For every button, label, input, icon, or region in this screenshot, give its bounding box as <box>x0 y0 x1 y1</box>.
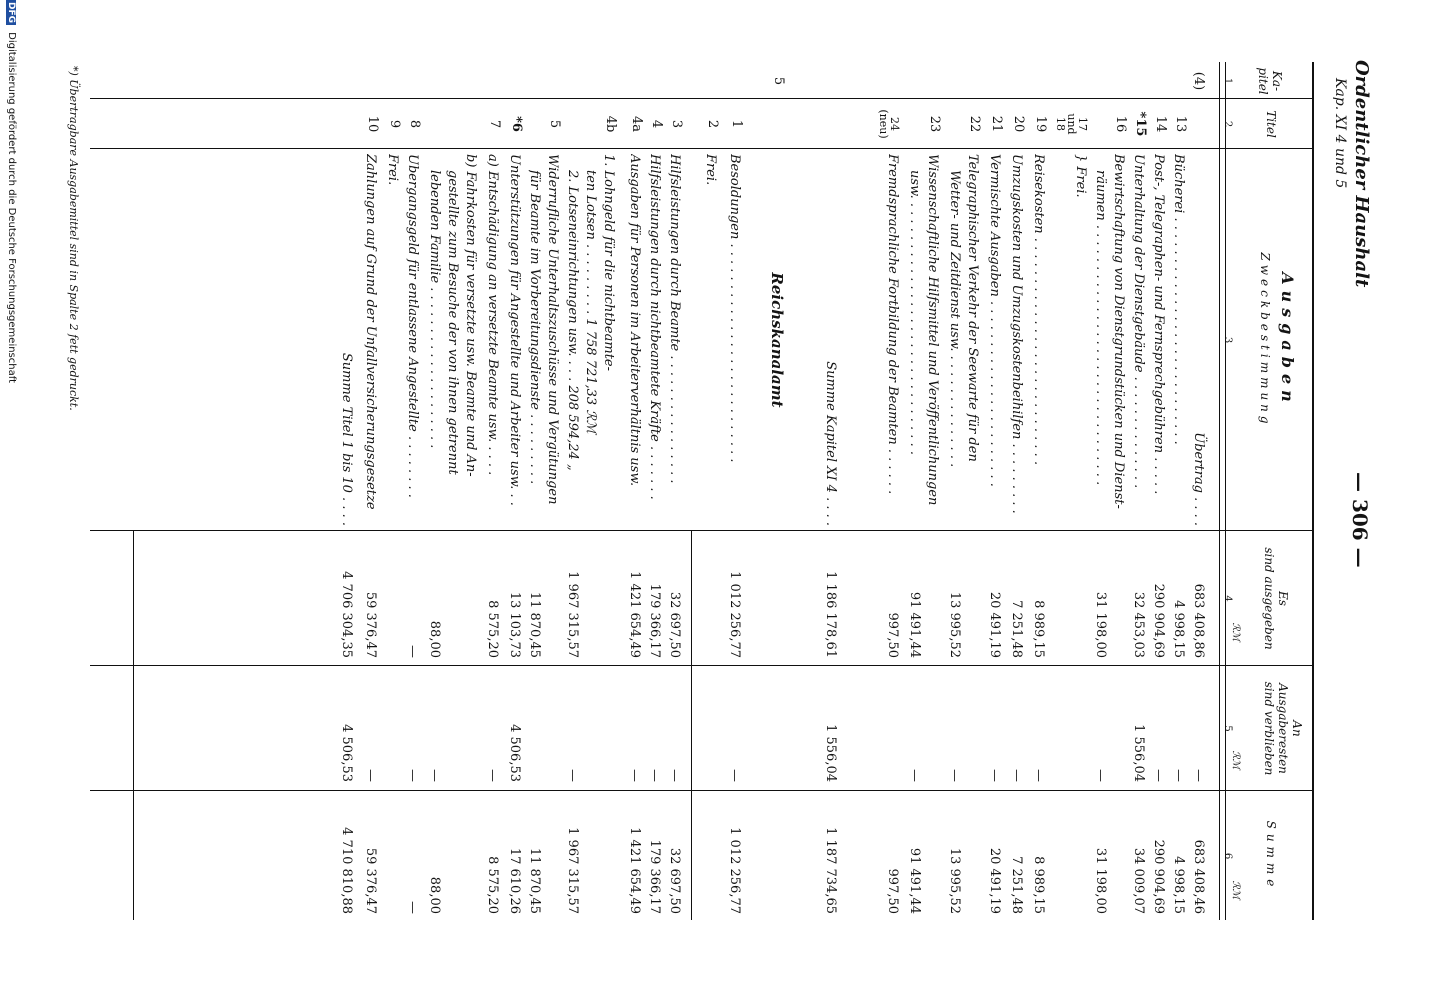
row-titel: 4 <box>649 119 664 129</box>
row-verblieben: — <box>987 769 1002 782</box>
col-divider-5 <box>90 790 1314 791</box>
row-description: Frei. <box>703 154 718 186</box>
row-verblieben: — <box>1171 769 1186 782</box>
row-verblieben: — <box>1093 769 1108 782</box>
row-verblieben: — <box>427 769 442 782</box>
row-summe: 1 012 256,77 <box>727 827 742 914</box>
row-ausgegeben: 4 706 304,35 <box>339 571 354 658</box>
colnum-4: 4 <box>1222 595 1233 602</box>
row-verblieben: — <box>565 769 580 782</box>
row-titel: 17 und 18 <box>1054 113 1089 135</box>
row-titel: 20 <box>1011 115 1026 133</box>
row-summe: 683 408,46 <box>1191 839 1206 914</box>
row-ausgegeben: 179 366,17 <box>647 583 662 658</box>
digitization-credit <box>0 0 20 1000</box>
row-titel: 24 (neu) <box>877 109 901 139</box>
row-summe: — <box>405 901 420 914</box>
row-titel: 7 <box>487 119 502 129</box>
row-ausgegeben: 31 198,00 <box>1093 591 1108 658</box>
row-summe: 1 421 654,49 <box>627 827 642 914</box>
footnote: *) Übertragbare Ausgabemittel sind in Spalte 2 fett gedruckt. <box>67 66 80 411</box>
row-ausgegeben: 20 491,19 <box>987 591 1002 658</box>
row-summe: 17 610,26 <box>507 847 522 914</box>
row-description-cont: räumen . . . . . . . . . . . . . . . . . . . . . . . . . . . . . . . . <box>1093 170 1108 486</box>
row-summe: 179 366,17 <box>647 839 662 914</box>
row-description: Unterstützungen für Angestellte und Arbeiter usw. . . <box>507 154 522 506</box>
col-header-titel: Titel <box>1264 110 1278 138</box>
row-ausgegeben: 13 995,52 <box>947 591 962 658</box>
row-ausgegeben: 7 251,48 <box>1009 600 1024 658</box>
dfg-logo: DFG <box>6 2 16 24</box>
row-summe: 8 989,15 <box>1031 856 1046 914</box>
row-description: a) Entschädigung an versetzte Beamte usw. . . . . <box>485 154 500 476</box>
row-verblieben: — <box>405 769 420 782</box>
row-summe: 59 376,47 <box>363 847 378 914</box>
colnum-1: 1 <box>1222 77 1233 85</box>
row-ausgegeben: 32 697,50 <box>667 591 682 658</box>
row-description: } Frei. <box>1073 154 1088 198</box>
row-ausgegeben: 1 186 178,61 <box>823 571 838 658</box>
row-description: Ausgaben für Personen im Arbeiterverhältnis usw. <box>627 154 642 487</box>
row-ausgegeben: 290 904,69 <box>1151 583 1166 658</box>
col-divider-1 <box>90 98 1314 99</box>
row-ausgegeben: 32 453,03 <box>1131 591 1146 658</box>
row-description-cont: lebenden Familie . . . . . . . . . . . . . . . . . . . . <box>427 170 442 449</box>
row-verblieben: — <box>1009 769 1024 782</box>
row-description: Unterhaltung der Dienstgebäude . . . . . . . . . . . . . . <box>1131 154 1146 489</box>
row-summe: 4 710 810,88 <box>339 827 354 914</box>
row-titel: 3 <box>669 119 684 129</box>
row-titel: 1 <box>729 119 744 129</box>
row-description-cont: für Beamte im Vorbereitungsdienste . . . . . . . . . <box>527 170 542 485</box>
row-description: Umzugskosten und Umzugskostenbeihilfen . . . . . . . . . <box>1009 154 1024 514</box>
col-divider-3 <box>90 530 1314 531</box>
col-header-kapitel: Ka- pitel <box>1256 67 1284 95</box>
row-description: Reisekosten . . . . . . . . . . . . . . . . . . . . . . . . . . . . <box>1031 154 1046 466</box>
row-description: Telegraphischer Verkehr der Seewarte für den <box>965 154 980 462</box>
row-sum-label: Summe Titel 1 bis 10 . . . . <box>339 352 354 526</box>
row-summe: 997,50 <box>885 868 900 914</box>
row-titel: 9 <box>387 119 402 129</box>
row-summe: 8 575,20 <box>485 856 500 914</box>
unit-col6: ℛℳ <box>1230 880 1241 900</box>
subtotal-rule-kap5 <box>133 530 134 920</box>
row-ausgegeben: 8 989,15 <box>1031 600 1046 658</box>
row-verblieben: 4 506,53 <box>339 724 354 782</box>
row-description: Hilfsleistungen durch nichtbeamtete Kräfte . . . . . . . <box>647 154 662 500</box>
row-ausgegeben: 1 012 256,77 <box>727 571 742 658</box>
colnum-2: 2 <box>1222 120 1233 128</box>
row-titel: 19 <box>1033 115 1048 133</box>
header-title: Ordentlicher Haushalt <box>1351 60 1372 288</box>
col-divider-2 <box>90 148 1314 149</box>
row-description-cont: 2. Lotseneinrichtungen usw. . . . 208 594,24 „ <box>565 170 580 471</box>
header-subtitle: Kap. XI 4 und 5 <box>1332 78 1348 189</box>
row-description: Vermischte Ausgaben . . . . . . . . . . . . . . . . . . . . . . . <box>987 154 1002 487</box>
col-header-zweck: Zweckbestimmung <box>1258 252 1272 428</box>
row-ausgegeben: 11 870,45 <box>527 591 542 658</box>
unit-col4: ℛℳ <box>1230 622 1241 642</box>
colnum-5: 5 <box>1222 725 1233 732</box>
row-verblieben: 4 506,53 <box>507 724 522 782</box>
row-summe: 290 904,69 <box>1151 839 1166 914</box>
row-ausgegeben: 1 967 315,57 <box>565 571 580 658</box>
row-titel: 14 <box>1153 115 1168 133</box>
row-summe: 91 491,44 <box>907 847 922 914</box>
row-summe: 11 870,45 <box>527 847 542 914</box>
row-titel: 13 <box>1173 115 1188 133</box>
row-sum-label: Übertrag . . . . <box>1191 432 1206 526</box>
row-titel: 2 <box>705 119 720 129</box>
row-summe: 88,00 <box>427 876 442 914</box>
row-summe: 20 491,19 <box>987 847 1002 914</box>
row-ausgegeben: 8 575,20 <box>485 600 500 658</box>
row-summe: 1 967 315,57 <box>565 827 580 914</box>
colnum-6: 6 <box>1222 852 1233 860</box>
row-verblieben: — <box>667 769 682 782</box>
row-description: Wissenschaftliche Hilfsmittel und Veröffentlichungen <box>925 154 940 506</box>
row-verblieben: — <box>1151 769 1166 782</box>
row-titel: 5 <box>547 119 562 129</box>
row-verblieben: — <box>647 769 662 782</box>
row-ausgegeben: 13 103,73 <box>507 591 522 658</box>
row-ausgegeben: 59 376,47 <box>363 591 378 658</box>
row-description: Übergangsgeld für entlassene Angestellte . . . . . . . . <box>405 154 420 498</box>
row-titel: 16 <box>1113 115 1128 133</box>
row-summe: 4 998,15 <box>1171 856 1186 914</box>
row-titel: *6 <box>509 116 524 132</box>
row-summe: 34 009,07 <box>1131 847 1146 914</box>
col-header-verblieben: An Ausgaberesten sind verblieben <box>1262 681 1304 776</box>
row-verblieben: — <box>947 769 962 782</box>
row-description: Bewirtschaftung von Dienstgrundstücken und Dienst- <box>1111 154 1126 509</box>
row-verblieben: 1 556,04 <box>1131 724 1146 782</box>
row-description: Zahlungen auf Grund der Unfallversicherungsgesetze <box>363 154 378 510</box>
row-verblieben: — <box>1191 769 1206 782</box>
colnum-3: 3 <box>1222 336 1233 344</box>
row-sum-label: Summe Kapitel XI 4 . . . . <box>823 361 838 526</box>
row-description: Frei. <box>385 154 400 186</box>
row-kapitel: (4) <box>1191 71 1206 91</box>
row-ausgegeben: 4 998,15 <box>1171 600 1186 658</box>
row-description: Hilfsleistungen durch Beamte . . . . . . . . . . . . . . . . <box>667 154 682 484</box>
row-titel: 21 <box>989 115 1004 133</box>
row-summe: 32 697,50 <box>667 847 682 914</box>
row-verblieben: 1 556,04 <box>823 724 838 782</box>
credit-text: Digitalisierung gefördert durch die Deutsche Forschungsgemeinschaft <box>6 32 17 383</box>
unit-col5: ℛℳ <box>1230 750 1241 770</box>
col-header-ausgaben: Ausgaben <box>1278 272 1297 408</box>
col-divider-4 <box>90 665 1314 666</box>
row-summe: 7 251,48 <box>1009 856 1024 914</box>
table-top-rule <box>1312 62 1314 920</box>
col-header-summe: Summe <box>1264 820 1278 892</box>
row-description: Widerrufliche Unterhaltszuschüsse und Vergütungen <box>545 154 560 505</box>
row-description-cont: usw. . . . . . . . . . . . . . . . . . . . . . . . . . . . . . . . <box>907 170 922 455</box>
row-kapitel: 5 <box>771 76 786 86</box>
row-summe: 1 187 734,65 <box>823 827 838 914</box>
row-titel: 4b <box>603 115 618 133</box>
row-verblieben: — <box>1031 769 1046 782</box>
row-titel: *15 <box>1133 111 1148 137</box>
row-titel: 4a <box>629 115 644 133</box>
row-description: 1. Lohngeld für die nichtbeamte- <box>601 154 616 372</box>
row-verblieben: — <box>727 769 742 782</box>
row-ausgegeben: 1 421 654,49 <box>627 571 642 658</box>
row-description-cont: ten Lotsen . . . . . . . . . 1 758 721,33 ℛℳ <box>583 170 598 434</box>
row-description-cont: Wetter- und Zeitdienst usw. . . . . . . . . . . . . . . <box>947 170 962 468</box>
row-ausgegeben: — <box>405 645 420 658</box>
row-ausgegeben: 88,00 <box>427 620 442 658</box>
row-verblieben: — <box>627 769 642 782</box>
row-titel: 8 <box>407 119 422 129</box>
row-ausgegeben: 91 491,44 <box>907 591 922 658</box>
row-summe: 31 198,00 <box>1093 847 1108 914</box>
row-ausgegeben: 997,50 <box>885 612 900 658</box>
row-description-cont: gestellte zum Besuche der von ihnen getrennt <box>445 170 460 475</box>
row-verblieben: — <box>363 769 378 782</box>
col-header-ausgegeben: Es sind ausgegeben <box>1262 547 1290 650</box>
row-verblieben: — <box>485 769 500 782</box>
row-description: Bücherei . . . . . . . . . . . . . . . . . . . . . . . . . . . . <box>1171 154 1186 445</box>
subtotal-rule-kap4 <box>691 530 692 920</box>
row-verblieben: — <box>907 769 922 782</box>
row-description: Post-, Telegraphen- und Fernsprechgebühren . . . . . <box>1151 154 1166 495</box>
row-description: Fremdsprachliche Fortbildung der Beamten . . . . . . <box>885 154 900 495</box>
row-description: Besoldungen . . . . . . . . . . . . . . . . . . . . . . . . . . . <box>727 154 742 463</box>
row-summe: 13 995,52 <box>947 847 962 914</box>
row-ausgegeben: 683 408,86 <box>1191 583 1206 658</box>
row-titel: 22 <box>967 115 982 133</box>
row-description: b) Fahrkosten für versetzte usw. Beamte und An- <box>463 154 478 477</box>
page-number: — 306 — <box>1348 472 1372 568</box>
section-title: Reichskanalamt <box>768 272 786 408</box>
row-titel: 23 <box>927 115 942 133</box>
row-titel: 10 <box>365 115 380 133</box>
